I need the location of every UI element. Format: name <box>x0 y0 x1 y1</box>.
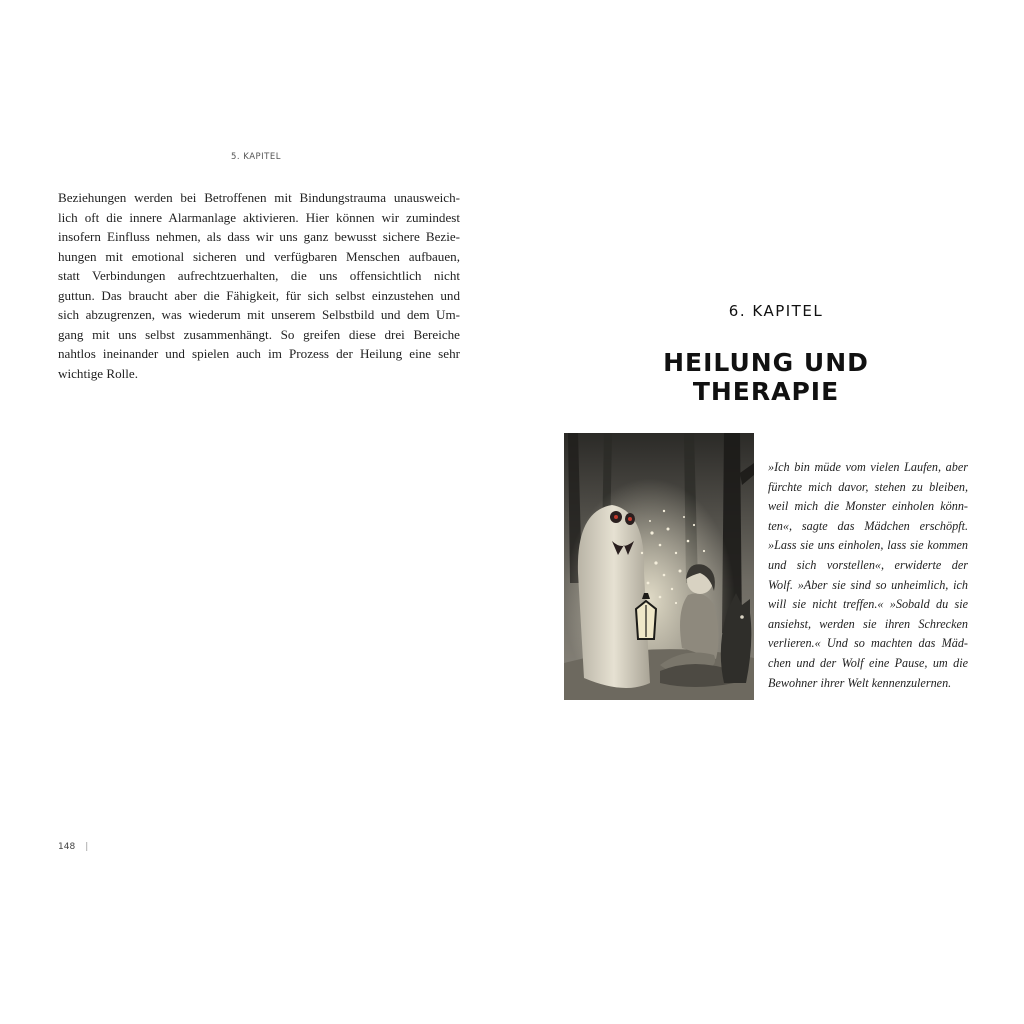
body-line: insofern Einfluss nehmen, als dass wir uns ganz bewusst sichere Bezie- <box>58 229 460 244</box>
chapter-title: HEILUNG UND THERAPIE <box>663 348 869 406</box>
folio <box>58 842 88 852</box>
body-line: hungen mit emotional sicheren und verfügbaren Menschen aufbauen, <box>58 248 460 264</box>
body-line: statt Verbindungen aufrechtzuerhalten, die uns offensichtlich nicht <box>58 268 460 283</box>
body-line: nahtlos ineinander und spielen auch im Prozess der Heilung eine sehr <box>58 346 460 361</box>
quote-line: weil mich die Monster einholen könn- <box>768 499 968 514</box>
quote-line: Wolf. »Aber sie sind so unheimlich, ich <box>768 577 968 592</box>
chapter-number: 6. KAPITEL <box>728 302 824 320</box>
body-line: wichtige Rolle. <box>58 365 139 381</box>
body-line: guttun. Das braucht aber die Fähigkeit, für sich selbst einzustehen und <box>58 287 460 303</box>
quote-line: fürchte mich davor, stehen zu bleiben, <box>768 479 968 494</box>
body-line: lich oft die innere Alarmanlage aktivieren. Hier können wir zumindest <box>58 209 460 225</box>
quote-line: »Lass sie uns einholen, lass sie kommen <box>768 538 968 553</box>
quote-line: ansiehst, werden sie ihren Schrecken <box>768 616 968 631</box>
quote-line: verlieren.« Und so machten das Mäd- <box>768 636 968 651</box>
quote-line: Bewohner ihrer Welt kennenzulernen. <box>768 675 952 690</box>
body-line: gang mit uns selbst zusammenhängt. So greifen diese drei Bereiche <box>58 326 460 342</box>
right-page <box>512 0 1024 1024</box>
chapter-quote <box>768 458 968 693</box>
quote-line: ten«, sagte das Mädchen erschöpft. <box>768 518 968 533</box>
quote-line: chen und der Wolf eine Pause, um die <box>768 655 968 670</box>
running-head: 5. KAPITEL <box>231 152 281 162</box>
body-line: sich abzugrenzen, was wiederum mit unserem Selbstbild und dem Um- <box>58 307 460 322</box>
quote-line: und sich vorstellen«, erwiderte der <box>768 557 968 572</box>
page-number: 148 <box>58 842 76 852</box>
quote-line: »Ich bin müde vom vielen Laufen, aber <box>768 460 968 474</box>
body-text <box>58 188 460 383</box>
body-line: Beziehungen werden bei Betroffenen mit Bindungstrauma unausweich- <box>58 190 460 205</box>
illustration-drawing <box>564 433 754 700</box>
folio-separator: | <box>85 842 89 852</box>
chapter-illustration <box>564 433 754 700</box>
quote-line: will sie nicht treffen.« »Sobald du sie <box>768 597 968 612</box>
